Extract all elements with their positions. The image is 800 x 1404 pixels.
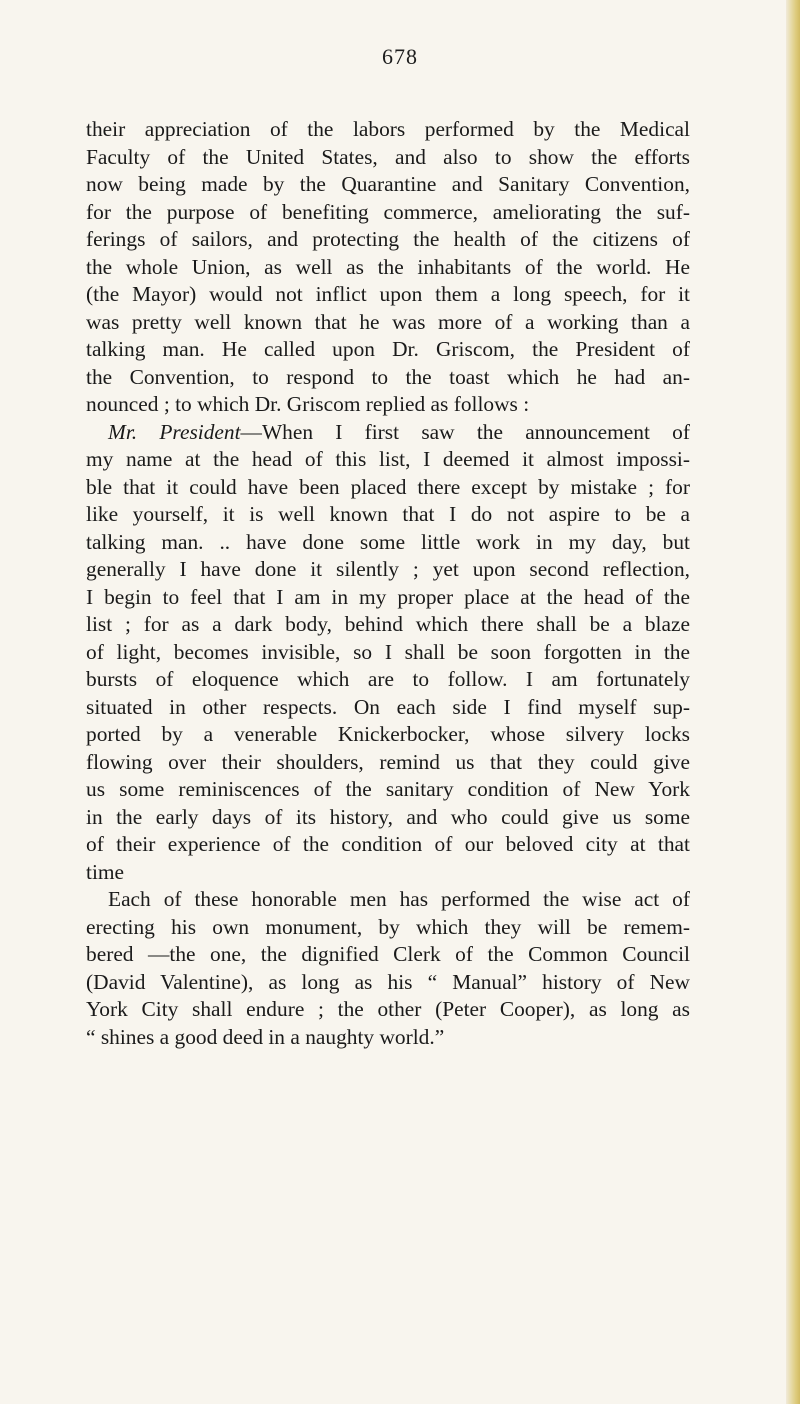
text-line: (David Valentine), as long as his “ Manual” history of New [86,969,690,994]
text-line: my name at the head of this list, I deemed it almost impossi- [86,447,690,471]
page-edge [786,0,800,1404]
text-line: the whole Union, as well as the inhabitants of the world. He [86,254,690,279]
text-line: bered —the one, the dignified Clerk of the Common Council [86,942,690,966]
text-line: now being made by the Quarantine and Sanitary Convention, [86,172,690,196]
text-line: talking man. .. have done some little work in my day, but [86,529,690,554]
text-line: ferings of sailors, and protecting the health of the citizens of [86,227,690,251]
text-line: of their experience of the condition of our beloved city at that [86,832,690,856]
page-number: 678 [382,44,418,69]
text-line: (the Mayor) would not inflict upon them a long speech, for it [86,282,690,306]
speech-opening-line [86,419,690,447]
text-line: erecting his own monument, by which they will be remem- [86,914,690,939]
text-line: list ; for as a dark body, behind which there shall be a blaze [86,612,690,636]
text-line: their appreciation of the labors performed by the Medical [86,117,690,141]
text-line: talking man. He called upon Dr. Griscom, the President of [86,337,690,361]
salutation: Mr. President [108,419,241,444]
text-line: flowing over their shoulders, remind us that they could give [86,749,690,774]
opening-line-text: —When I first saw the announcement of [240,419,690,444]
text-line: I begin to feel that I am in my proper place at the head of the [86,584,690,609]
text-line: ported by a venerable Knickerbocker, whose silvery locks [86,722,690,746]
text-line: Each of these honorable men has performed the wise act of [108,887,690,911]
body-text [86,116,690,1051]
text-line: was pretty well known that he was more of a working than a [86,309,690,334]
text-line: situated in other respects. On each side I find myself sup- [86,694,690,719]
text-line: generally I have done it silently ; yet upon second reflection, [86,557,690,581]
text-line: bursts of eloquence which are to follow. I am fortunately [86,667,690,691]
text-line: us some reminiscences of the sanitary condition of New York [86,777,690,801]
text-line: nounced ; to which Dr. Griscom replied as follows : [86,392,530,416]
text-line: ble that it could have been placed there except by mistake ; for [86,474,690,499]
text-line: of light, becomes invisible, so I shall be soon forgotten in the [86,639,690,664]
text-line: the Convention, to respond to the toast which he had an- [86,364,690,389]
text-line: “ shines a good deed in a naughty world.” [86,1024,445,1049]
paragraph-3 [86,886,690,1051]
paragraph-1 [86,116,690,419]
text-line: for the purpose of benefiting commerce, ameliorating the suf- [86,199,690,224]
text-line: time [86,859,125,884]
text-line: like yourself, it is well known that I do not aspire to be a [86,502,690,526]
paragraph-2 [86,419,690,887]
text-line: Faculty of the United States, and also to show the efforts [86,144,690,169]
text-line: in the early days of its history, and who could give us some [86,804,690,829]
text-line: York City shall endure ; the other (Peter Cooper), as long as [86,997,690,1021]
